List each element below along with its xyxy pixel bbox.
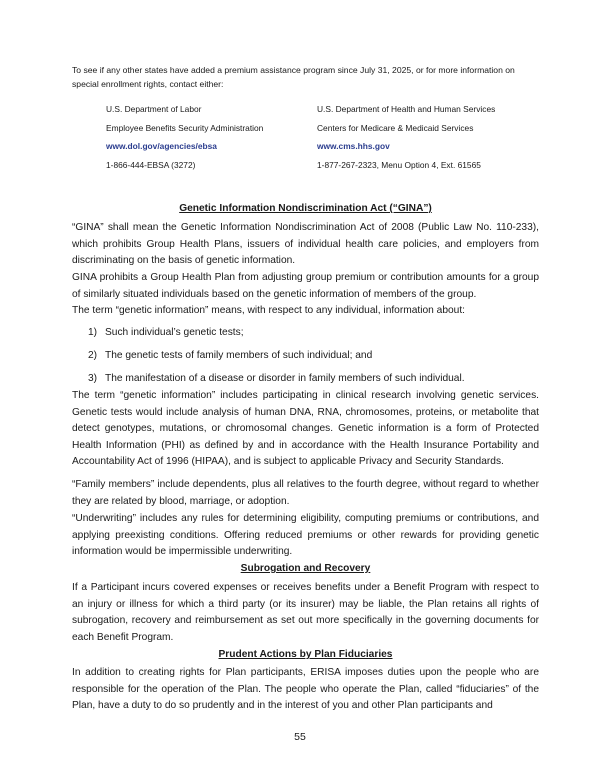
gina-paragraph-2: GINA prohibits a Group Health Plan from adjusting group premium or contribution amounts for a group of similarly situated individuals based on the genetic information of members of the group. bbox=[72, 272, 539, 300]
fiduciaries-heading: Prudent Actions by Plan Fiduciaries bbox=[218, 649, 393, 660]
subrogation-heading: Subrogation and Recovery bbox=[240, 563, 371, 574]
genetic-information-list bbox=[88, 325, 538, 394]
gina-paragraph-4: The term “genetic information” includes participating in clinical research involving genetic services. Genetic tests would include analysis of human DNA, RNA, chromosomes, proteins, or metabolite that detect genotypes, mutations, or chromosomal changes. Genetic information is a form of Protected Health Information (PHI) as defined by and in accordance with the Health Insurance Portability and Accountability Act of 1996 (HIPAA), and is subject to applicable Privacy and Security Standards. bbox=[72, 390, 539, 467]
hhs-org: U.S. Department of Health and Human Services bbox=[317, 104, 496, 114]
gina-heading: Genetic Information Nondiscrimination Act (“GINA”) bbox=[179, 203, 432, 214]
list-item: 3) The manifestation of a disease or disorder in family members of such individual. bbox=[88, 373, 465, 384]
dol-org: U.S. Department of Labor bbox=[106, 104, 202, 114]
dol-phone: 1-866-444-EBSA (3272) bbox=[106, 159, 196, 170]
list-item: 2) The genetic tests of family members of such individual; and bbox=[88, 350, 373, 361]
gina-paragraph-5: “Family members” include dependents, plus all relatives to the fourth degree, without regard to whether they are related by blood, marriage, or adoption. bbox=[72, 479, 539, 507]
intro-paragraph: To see if any other states have added a premium assistance program since July 31, 2025, or for more information on special enrollment rights, contact either: bbox=[72, 65, 515, 89]
subrogation-paragraph: If a Participant incurs covered expenses or receives benefits under a Benefit Program with respect to an injury or illness for which a third party (or its insurer) may be liable, the Plan retains all rights of subrogation, recovery and reimbursement as set out more specifically in the governing documents for each Benefit Program. bbox=[72, 582, 539, 643]
dol-agency: Employee Benefits Security Administration bbox=[106, 122, 264, 133]
gina-paragraph-6: “Underwriting” includes any rules for determining eligibility, computing premiums or contributions, and applying preexisting conditions. Offering reduced premiums or other rewards for providing genetic information would be impermissible underwriting. bbox=[72, 513, 539, 557]
gina-paragraph-1: “GINA” shall mean the Genetic Information Nondiscrimination Act of 2008 (Public Law No. 110-233), which prohibits Group Health Plans, issuers of individual health care policies, and employers from discriminating on the basis of genetic information. bbox=[72, 222, 539, 266]
contact-table bbox=[106, 100, 546, 174]
gina-paragraph-3: The term “genetic information” means, with respect to any individual, information about: bbox=[72, 305, 465, 316]
cms-agency: Centers for Medicare & Medicaid Services bbox=[317, 122, 474, 133]
fiduciaries-paragraph: In addition to creating rights for Plan participants, ERISA imposes duties upon the people who are responsible for the operation of the Plan. The people who operate the Plan, called “fiduciaries” of the Plan, have a duty to do so prudently and in the interest of you and other Plan participants and bbox=[72, 667, 539, 711]
cms-web-link[interactable]: www.cms.hhs.gov bbox=[317, 141, 390, 151]
cms-phone: 1-877-267-2323, Menu Option 4, Ext. 61565 bbox=[317, 159, 481, 170]
page-number: 55 bbox=[294, 731, 306, 743]
list-item: 1) Such individual’s genetic tests; bbox=[88, 327, 244, 338]
dol-web-link[interactable]: www.dol.gov/agencies/ebsa bbox=[106, 141, 217, 151]
